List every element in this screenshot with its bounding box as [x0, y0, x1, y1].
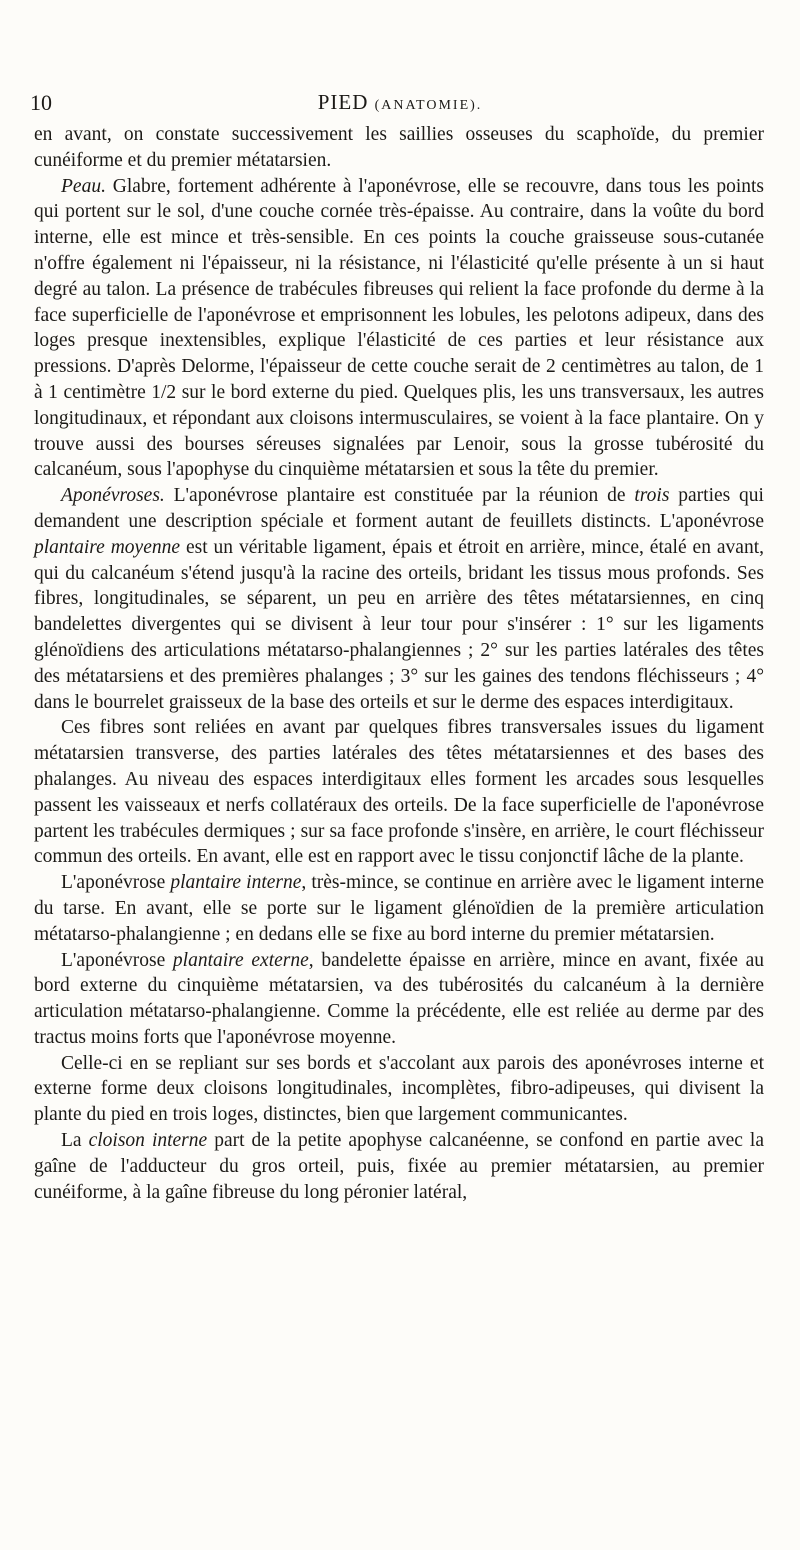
text-segment: L'aponévrose plantaire est constituée par la réunion de	[164, 485, 635, 507]
italic-text: plantaire moyenne	[34, 536, 181, 558]
running-title-main: PIED	[317, 90, 369, 114]
paragraph	[34, 174, 764, 484]
italic-text: Aponévroses.	[61, 485, 165, 507]
text-segment: L'aponévrose	[61, 872, 171, 894]
italic-text: plantaire externe	[172, 949, 309, 971]
text-segment: Ces fibres sont reliées en avant par quelques fibres transversales issues du ligament métatarsien transverse, des parties latérales des têtes métatarsiennes et des bases des phalanges. Au niveau des espaces interdigitaux elles forment les arcades sous lesquelles passent les vaisseaux et nerfs collatéraux des orteils. De la face superficielle de l'aponévrose partent les trabécules dermiques ; sur sa face profonde s'insère, en arrière, le court fléchisseur commun des orteils. En avant, elle est en rapport avec le tissu conjonctif lâche de la plante.	[34, 717, 764, 868]
paragraph	[34, 715, 764, 870]
text-segment: parties qui demandent une description spéciale et forment autant de feuillets distincts. L'aponévrose	[34, 485, 764, 532]
paragraph	[34, 870, 764, 947]
running-title-sub: (ANATOMIE).	[374, 98, 483, 113]
page-number: 10	[30, 90, 52, 115]
italic-text: Peau.	[61, 175, 106, 197]
text-segment: , très-mince, se continue en arrière avec le ligament interne du tarse. En avant, elle se porte sur le ligament glénoïdien de la première articulation métatarso-phalangienne ; en dedans elle se fixe au bord interne du premier métatarsien.	[34, 872, 764, 945]
text-segment: en avant, on constate successivement les saillies osseuses du scaphoïde, du premier cunéiforme et du premier métatarsien.	[34, 124, 764, 171]
text-segment: , bandelette épaisse en arrière, mince en avant, fixée au bord externe du cinquième métatarsien, va des tubérosités du calcanéum à la dernière articulation métatarso-phalangienne. Comme la précédente, elle est reliée au derme par des tractus moins forts que l'aponévrose moyenne.	[34, 949, 764, 1048]
page-header	[30, 90, 770, 120]
text-segment: Glabre, fortement adhérente à l'aponévrose, elle se recouvre, dans tous les points qui portent sur le sol, d'une couche cornée très-épaisse. Au contraire, dans la voûte du bord interne, elle est mince et très-sensible. En ces points la couche graisseuse sous-cutanée n'offre également ni l'épaisseur, ni la résistance, ni l'élasticité qu'elle présente à un si haut degré au talon. La présence de trabécules fibreuses qui relient la face profonde du derme à la face superficielle de l'aponévrose et emprisonnent les lobules, les pelotons adipeux, dans des loges presque inextensibles, explique l'élasticité de ces parties et leur résistance aux pressions. D'après Delorme, l'épaisseur de cette couche serait de 2 centimètres au talon, de 1 à 1 centimètre 1/2 sur le bord externe du pied. Quelques plis, les uns transversaux, les autres longitudinaux, et répondant aux cloisons intermusculaires, se voient à la face plantaire. On y trouve aussi des bourses séreuses signalées par Lenoir, sous la grosse tubérosité du calcanéum, sous l'apophyse du cinquième métatarsien et sous la tête du premier.	[34, 175, 764, 481]
italic-text: cloison interne	[88, 1130, 208, 1152]
paragraph	[34, 1128, 764, 1205]
paragraph	[34, 122, 764, 174]
running-title	[30, 90, 770, 115]
text-segment: est un véritable ligament, épais et étroit en arrière, mince, étalé en avant, qui du calcanéum s'étend jusqu'à la racine des orteils, bridant les tissus mous profonds. Ses fibres, longitudinales, se séparent, un peu en arrière des têtes métatarsiennes, en cinq bandelettes divergentes qui se divisent à leur tour pour s'insérer : 1° sur les ligaments glénoïdiens des articulations métatarso-phalangiennes ; 2° sur les parties latérales des têtes des métatarsiens et des premières phalanges ; 3° sur les gaines des tendons fléchisseurs ; 4° dans le bourrelet graisseux de la base des orteils et sur le derme des espaces interdigitaux.	[34, 536, 764, 713]
text-segment: Celle-ci en se repliant sur ses bords et s'accolant aux parois des aponévroses interne et externe forme deux cloisons longitudinales, incomplètes, fibro-adipeuses, qui divisent la plante du pied en trois loges, distinctes, bien que largement communicantes.	[34, 1052, 764, 1126]
paragraph	[34, 948, 764, 1051]
paragraph	[34, 483, 764, 715]
italic-text: plantaire interne	[170, 872, 302, 894]
text-segment: part de la petite apophyse calcanéenne, se confond en partie avec la gaîne de l'adducteur du gros orteil, puis, fixée au premier métatarsien, au premier cunéiforme, à la gaîne fibreuse du long péronier latéral,	[34, 1130, 764, 1203]
italic-text: trois	[634, 485, 670, 507]
paragraph	[34, 1051, 764, 1128]
body-text	[34, 122, 764, 1205]
text-segment: La	[61, 1130, 89, 1152]
text-segment: L'aponévrose	[61, 949, 173, 971]
